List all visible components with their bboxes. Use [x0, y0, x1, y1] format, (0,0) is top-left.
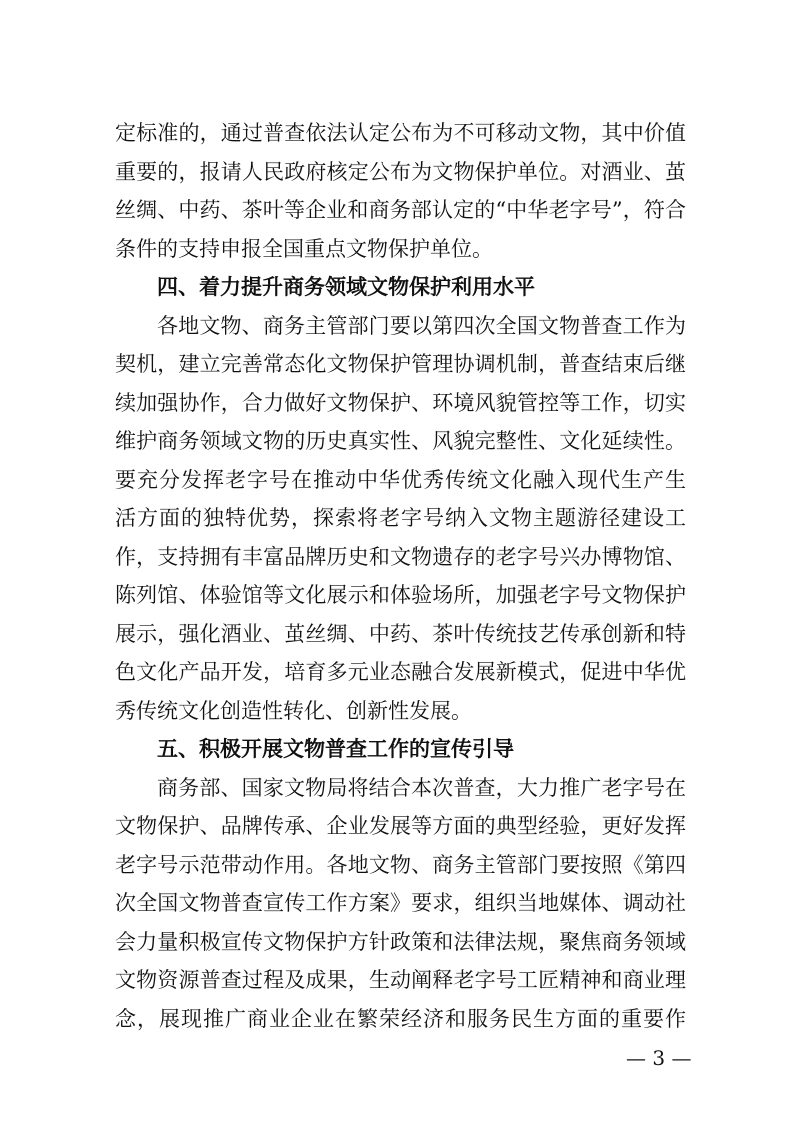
page-number: — 3 —	[626, 1046, 692, 1070]
text-line: 文物保护、品牌传承、企业发展等方面的典型经验，更好发挥	[115, 814, 686, 838]
text-line: 念，展现推广商业企业在繁荣经济和服务民生方面的重要作	[115, 1006, 686, 1031]
text-line: 维护商务领域文物的历史真实性、风貌完整性、文化延续性。	[115, 429, 686, 453]
text-line: 作，支持拥有丰富品牌历史和文物遗存的老字号兴办博物馆、	[115, 544, 686, 569]
text-line: 色文化产品开发，培育多元业态融合发展新模式，促进中华优	[115, 660, 686, 684]
text-line: 会力量积极宣传文物保护方针政策和法律法规，聚焦商务领域	[115, 929, 686, 954]
text-line: 各地文物、商务主管部门要以第四次全国文物普查工作为	[157, 313, 686, 338]
text-line: 要充分发挥老字号在推动中华优秀传统文化融入现代生产生	[115, 467, 686, 492]
body-text	[115, 114, 686, 1038]
text-line: 展示，强化酒业、茧丝绸、中药、茶叶传统技艺传承创新和特	[115, 621, 686, 646]
section-heading: 四、着力提升商务领域文物保护利用水平	[157, 275, 535, 299]
text-line: 续加强协作，合力做好文物保护、环境风貌管控等工作，切实	[115, 390, 686, 415]
text-line: 陈列馆、体验馆等文化展示和体验场所，加强老字号文物保护	[115, 583, 686, 607]
text-line: 文物资源普查过程及成果，生动阐释老字号工匠精神和商业理	[115, 968, 686, 992]
text-line: 条件的支持申报全国重点文物保护单位。	[115, 236, 493, 261]
text-line: 丝绸、中药、茶叶等企业和商务部认定的“中华老字号”，符合	[115, 198, 686, 222]
text-line: 契机，建立完善常态化文物保护管理协调机制，普查结束后继	[115, 352, 686, 376]
text-line: 老字号示范带动作用。各地文物、商务主管部门要按照《第四	[115, 852, 686, 877]
text-line: 重要的，报请人民政府核定公布为文物保护单位。对酒业、茧	[115, 159, 686, 184]
section-heading: 五、积极开展文物普查工作的宣传引导	[157, 737, 514, 761]
text-line: 次全国文物普查宣传工作方案》要求，组织当地媒体、调动社	[115, 891, 686, 915]
text-line: 定标准的，通过普查依法认定公布为不可移动文物，其中价值	[115, 121, 686, 145]
text-line: 活方面的独特优势，探索将老字号纳入文物主题游径建设工	[115, 506, 686, 530]
text-line: 秀传统文化创造性转化、创新性发展。	[115, 698, 472, 723]
text-line: 商务部、国家文物局将结合本次普查，大力推广老字号在	[157, 775, 686, 800]
